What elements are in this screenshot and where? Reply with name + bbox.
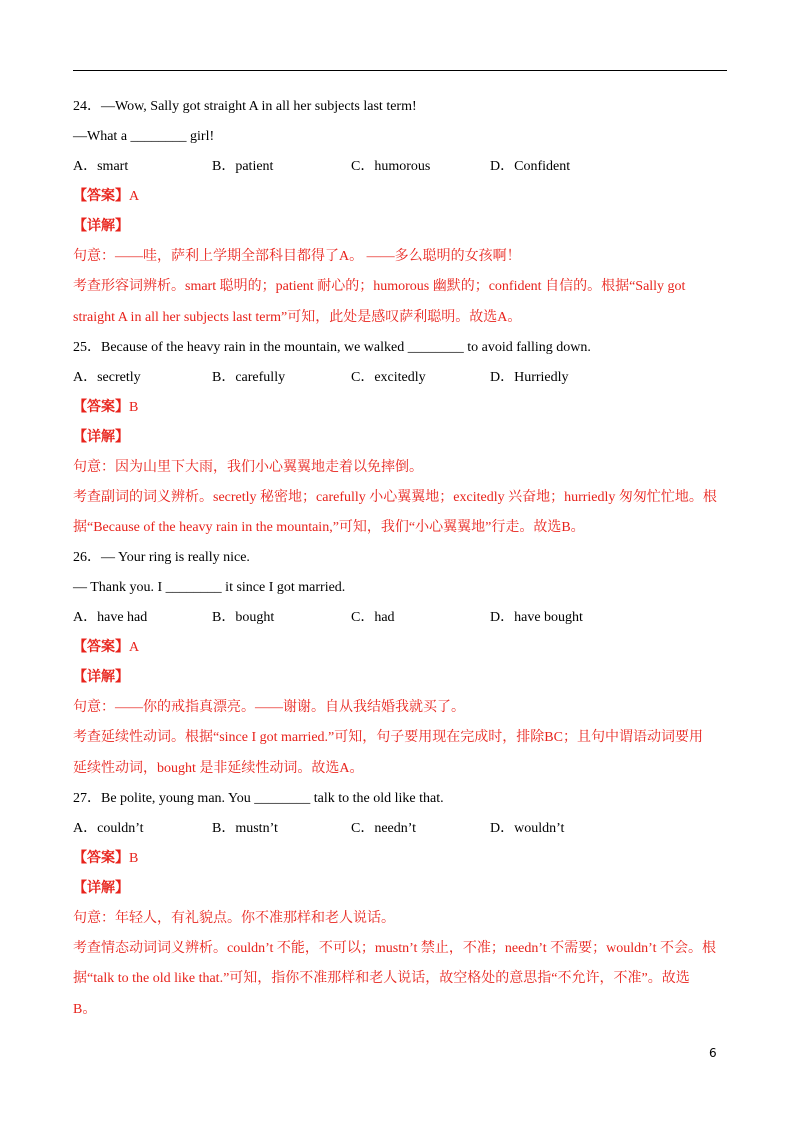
answer-value: B	[129, 400, 139, 415]
explanation-line: straight A in all her subjects last term”可知，此处是感叹萨利聪明。故选A。	[73, 310, 522, 325]
explanation-line: 句意：——哇，萨利上学期全部科目都得了A。 ——多么聪明的女孩啊！	[73, 249, 521, 264]
question-stem	[73, 98, 417, 116]
stem-line: Because of the heavy rain in the mountain, we walked ________ to avoid falling down.	[101, 340, 591, 355]
explanation-line: 考查延续性动词。根据“since I got married.”可知，句子要用现在完成时，排除BC；且句中谓语动词要用	[73, 730, 703, 745]
detail-label: 【详解】	[73, 670, 129, 685]
answer-label: 【答案】	[73, 640, 129, 655]
option-d: D．wouldn’t	[490, 821, 565, 836]
question-number: 24．	[73, 99, 101, 114]
answer-line	[73, 850, 138, 868]
answer-label: 【答案】	[73, 400, 129, 415]
answer-value: A	[129, 189, 140, 204]
detail-label: 【详解】	[73, 219, 129, 234]
option-d: D．Hurriedly	[490, 370, 569, 385]
option-d: D．have bought	[490, 610, 583, 625]
question-stem	[73, 339, 591, 357]
option-d: D．Confident	[490, 159, 571, 174]
answer-line	[73, 639, 139, 657]
explanation-line: 句意：因为山里下大雨，我们小心翼翼地走着以免摔倒。	[73, 460, 423, 475]
option-b: B．bought	[212, 610, 275, 625]
question-number: 25．	[73, 340, 101, 355]
explanation-line: 句意：年轻人，有礼貌点。你不准那样和老人说话。	[73, 911, 395, 926]
option-b: B．mustn’t	[212, 821, 278, 836]
detail-label: 【详解】	[73, 430, 129, 445]
stem-line: Be polite, young man. You ________ talk to the old like that.	[101, 791, 444, 806]
header-rule	[73, 70, 727, 71]
answer-line	[73, 399, 138, 417]
detail-label: 【详解】	[73, 881, 129, 896]
option-a: A．couldn’t	[73, 821, 144, 836]
page-number: 6	[709, 1046, 717, 1060]
answer-label: 【答案】	[73, 189, 129, 204]
question-number: 26．	[73, 550, 101, 565]
stem-line: —Wow, Sally got straight A in all her subjects last term!	[101, 99, 417, 114]
explanation-line: 延续性动词，bought 是非延续性动词。故选A。	[73, 761, 364, 776]
option-b: B．carefully	[212, 370, 286, 385]
answer-value: A	[129, 640, 140, 655]
option-c: C．needn’t	[351, 821, 417, 836]
explanation-line: 句意：——你的戒指真漂亮。——谢谢。自从我结婚我就买了。	[73, 700, 465, 715]
answer-value: B	[129, 851, 139, 866]
option-a: A．have had	[73, 610, 148, 625]
answer-line	[73, 188, 139, 206]
explanation-line: 考查情态动词词义辨析。couldn’t 不能，不可以；mustn’t 禁止，不准；needn’t 不需要；wouldn’t 不会。根	[73, 941, 716, 956]
question-stem	[73, 549, 250, 567]
option-c: C．humorous	[351, 159, 431, 174]
option-c: C．had	[351, 610, 395, 625]
explanation-line: 据“Because of the heavy rain in the mountain,”可知，我们“小心翼翼地”行走。故选B。	[73, 520, 585, 535]
explanation-line: 据“talk to the old like that.”可知，指你不准那样和老人说话，故空格处的意思指“不允许，不准”。故选	[73, 971, 690, 986]
explanation-line: B。	[73, 1002, 97, 1017]
stem-line: —What a ________ girl!	[73, 129, 215, 144]
explanation-line: 考查形容词辨析。smart 聪明的；patient 耐心的；humorous 幽默的；confident 自信的。根据“Sally got	[73, 279, 686, 294]
option-a: A．secretly	[73, 370, 141, 385]
question-stem	[73, 790, 444, 808]
option-c: C．excitedly	[351, 370, 426, 385]
stem-line: — Thank you. I ________ it since I got married.	[73, 580, 346, 595]
explanation-line: 考查副词的词义辨析。secretly 秘密地；carefully 小心翼翼地；excitedly 兴奋地；hurriedly 匆匆忙忙地。根	[73, 490, 717, 505]
option-a: A．smart	[73, 159, 129, 174]
stem-line: — Your ring is really nice.	[101, 550, 250, 565]
option-b: B．patient	[212, 159, 274, 174]
question-number: 27．	[73, 791, 101, 806]
answer-label: 【答案】	[73, 851, 129, 866]
